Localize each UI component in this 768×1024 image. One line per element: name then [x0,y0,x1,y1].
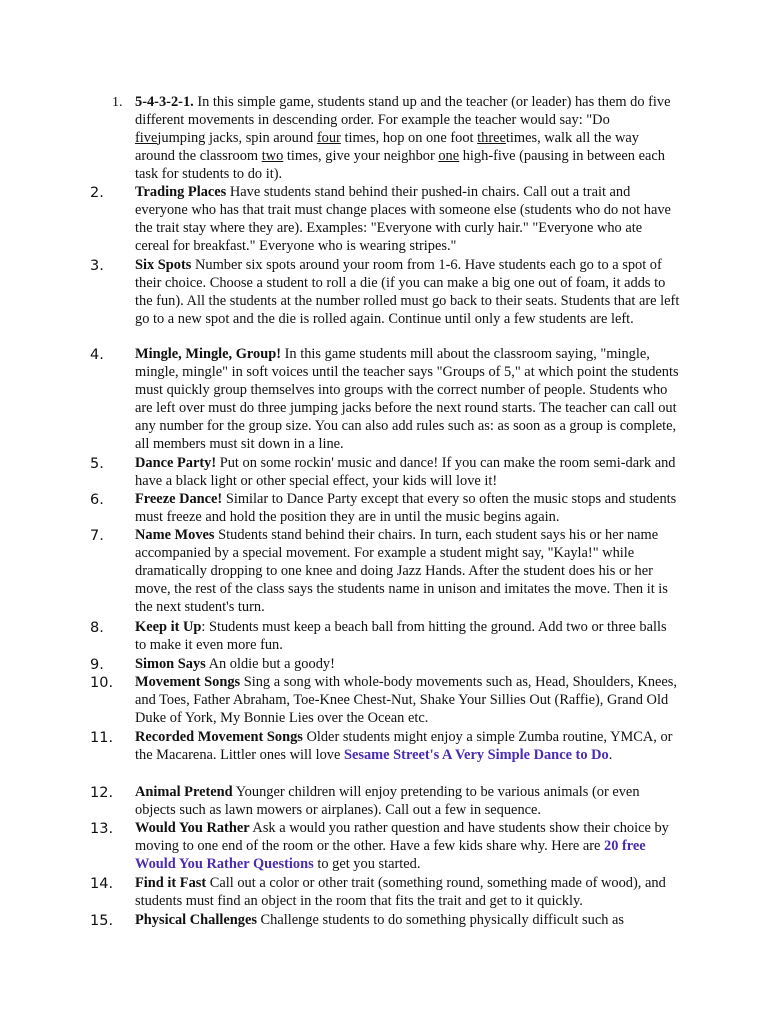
item-text: Younger children will enjoy pretending to be various animals (or even objects such as lawn mowers or airplanes). Call out a few in sequence. [135,784,640,818]
list-number: 8. [90,620,104,636]
item-text: : Students must keep a beach ball from hitting the ground. Add two or three balls to make it even more fun. [135,619,667,653]
item-text: . [608,746,613,763]
item-text: In this game students mill about the classroom saying, "mingle, mingle, mingle" in soft voices until the teacher says "Groups of 5," at which point the students must quickly group themselves into groups with the correct number of people. Students who are left over must do three jumping jacks before the next round starts. The teacher can call out any number for the group size. You can also add rules such as: as soon as a group is complete, all members must sit down in a line. [135,346,679,452]
list-item-text [135,94,680,184]
underlined-word: five [135,129,158,146]
item-text: Similar to Dance Party except that every so often the music stops and students must freeze and hold the position they are in until the music begins again. [135,491,677,525]
underlined-word: two [261,147,284,164]
item-title: Would You Rather [135,820,250,836]
list-item-text [135,184,680,256]
list-number: 4. [90,347,104,363]
item-text: times, hop on one foot [340,129,478,146]
item-text: Ask a would you rather question and have students show their choice by moving to one end of the room or the other. Have a few kids share why. Here are [135,820,669,854]
item-title: 5-4-3-2-1. [135,94,194,110]
list-item [90,257,680,329]
item-title: Recorded Movement Songs [135,729,303,745]
item-text: Put on some rockin' music and dance! If you can make the room semi-dark and have a black light or other special effect, your kids will love it! [135,455,676,489]
item-text: An oldie but a goody! [205,656,335,672]
list-item [90,346,680,453]
list-number: 7. [90,528,104,544]
list-item [90,455,680,491]
underlined-word: one [438,147,460,164]
item-text: high-five (pausing in between each task for students to do it). [135,147,665,182]
list-item [90,784,680,820]
sesame-street-link[interactable]: Sesame Street's A Very Simple Dance to Do [344,746,609,763]
list-item [90,820,680,874]
list-item [90,656,680,674]
list-item [90,527,680,617]
list-item [90,875,680,911]
item-text: Have students stand behind their pushed-in chairs. Call out a trait and everyone who has that trait must change places with someone else (students who do not have the trait stay where they are). Examples: "Everyone with curly hair." "Everyone who ate cereal for breakfast." Everyone who is wearing stripes." [135,184,671,254]
list-number: 11. [90,730,114,746]
item-text: times, give your neighbor [283,147,439,164]
list-item-text [135,346,680,453]
list-item [90,491,680,527]
item-title: Animal Pretend [135,784,233,800]
list-item-text [135,875,680,911]
list-item [90,729,680,765]
list-number: 2. [90,185,104,201]
list-number: 13. [90,821,114,837]
list-number: 5. [90,456,104,472]
item-text: Older students might enjoy a simple Zumba routine, YMCA, or the Macarena. Littler ones will love [135,729,673,763]
item-title: Six Spots [135,257,192,273]
item-text: Challenge students to do something physically difficult such as [256,912,624,928]
list-number: 3. [90,258,104,274]
list-item [90,184,680,256]
list-item-text [135,619,680,655]
item-text: to get you started. [313,855,421,872]
list-number: 1. [112,95,123,110]
item-text: Number six spots around your room from 1-6. Have students each go to a spot of their choice. Choose a student to roll a die (if you can make a big one out of foam, it adds to the fun). All the students at the number rolled must go back to their seats. Students that are left go to a new spot and the die is rolled again. Continue until only a few students are left. [135,257,680,327]
list-item-text [135,257,680,329]
item-title: Mingle, Mingle, Group! [135,346,282,362]
list-item-text [135,820,680,874]
list-number: 15. [90,913,114,929]
item-text: Students stand behind their chairs. In turn, each student says his or her name accompanied by a special movement. For example a student might say, "Kayla!" while dramatically dropping to one knee and doing Jazz Hands. After the student does his or her move, the rest of the class says the students name in unison and imitates the move. Then it is the next student's turn. [135,527,668,615]
item-title: Find it Fast [135,875,207,891]
item-text: Call out a color or other trait (something round, something made of wood), and students must find an object in the room that fits the trait and get to it quickly. [135,875,666,909]
item-title: Dance Party! [135,455,217,471]
underlined-word: three [477,129,506,146]
item-title: Freeze Dance! [135,491,223,507]
list-item-text [135,491,680,527]
would-you-rather-link[interactable]: 20 free Would You Rather Questions [135,837,646,872]
list-item-text [135,656,680,674]
list-item [90,619,680,655]
item-title: Keep it Up [135,619,202,635]
list-number: 6. [90,492,104,508]
list-item [90,94,680,184]
list-number: 12. [90,785,114,801]
item-title: Trading Places [135,184,227,200]
list-item-text [135,527,680,617]
list-item-text [135,455,680,491]
item-text: Sing a song with whole-body movements such as, Head, Shoulders, Knees, and Toes, Father Abraham, Toe-Knee Chest-Nut, Shake Your Sillies Out (Raffie), Grand Old Duke of York, My Bonnie Lies over the Ocean etc. [135,674,677,726]
item-title: Simon Says [135,656,206,672]
list-item-text [135,912,680,930]
list-item-text [135,674,680,728]
list-item-text [135,784,680,820]
underlined-word: four [316,129,341,146]
list-number: 14. [90,876,114,892]
item-title: Physical Challenges [135,912,257,928]
list-number: 10. [90,675,114,691]
item-text: In this simple game, students stand up and the teacher (or leader) has them do five different movements in descending order. For example the teacher would say: "Do [135,94,671,128]
list-number: 9. [90,657,104,673]
list-item [90,674,680,728]
item-title: Name Moves [135,527,215,543]
item-title: Movement Songs [135,674,241,690]
list-item-text [135,729,680,765]
item-text: jumping jacks, spin around [157,129,317,146]
item-text: times, walk all the way around the classroom [135,129,639,164]
list-item [90,912,680,930]
